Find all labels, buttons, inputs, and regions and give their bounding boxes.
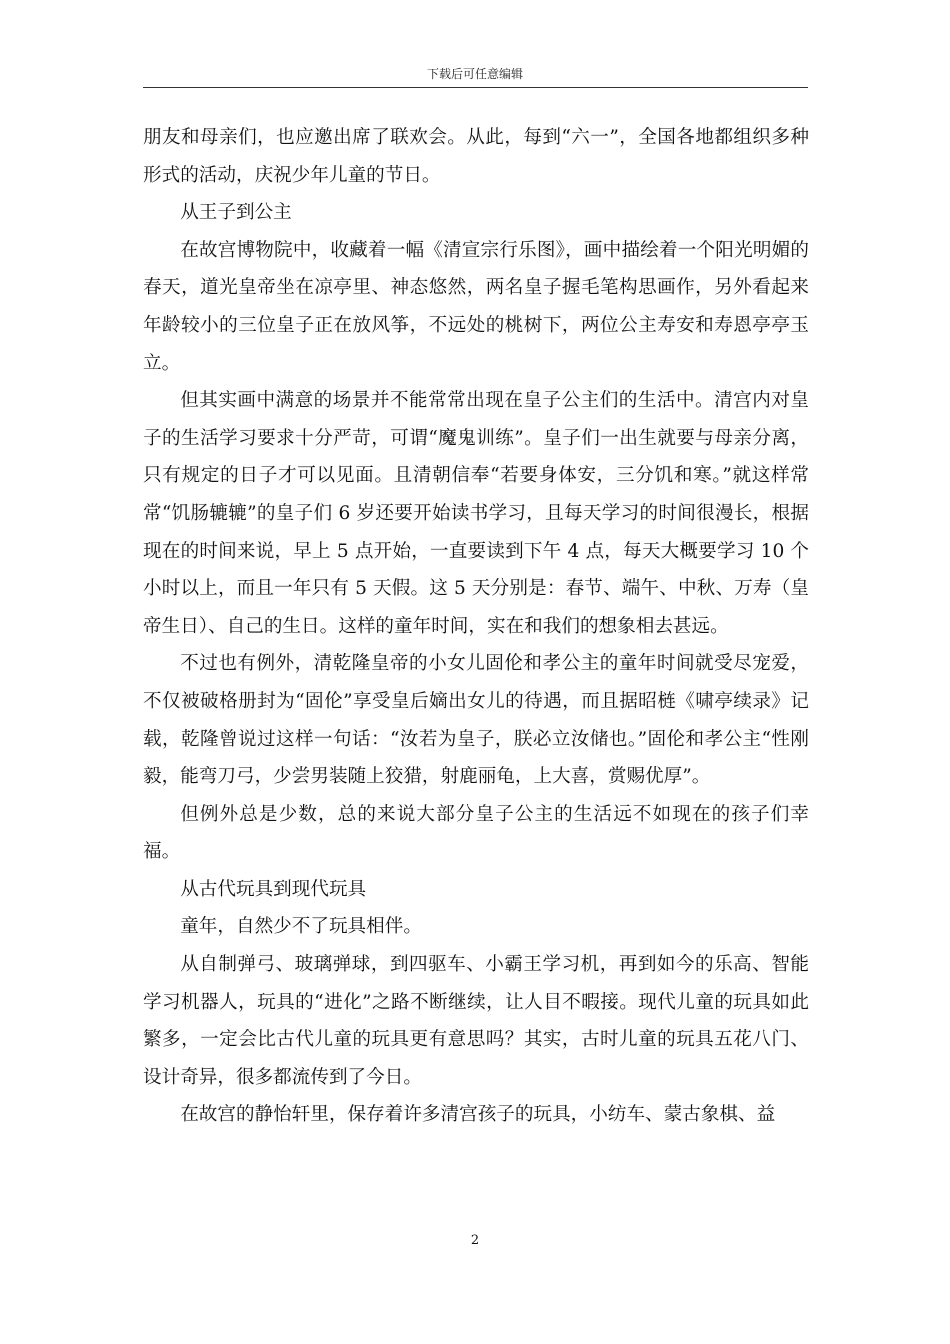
paragraph: 不过也有例外，清乾隆皇帝的小女儿固伦和孝公主的童年时间就受尽宠爱，不仅被破格册封为“固伦”享受皇后嫡出女儿的待遇，而且据昭梿《啸亭续录》记载，乾隆曾说过这样一句话：“汝若为皇子，朕必立汝储也。”固伦和孝公主“性刚毅，能弯刀弓，少尝男装随上狡猎，射鹿丽龟，上大喜，赏赐优厚”。 (143, 653, 809, 788)
paragraph: 在故宫的静怡轩里，保存着许多清宫孩子的玩具，小纺车、蒙古象棋、益 (180, 1104, 776, 1126)
page-header: 下载后可任意编辑 (426, 67, 523, 81)
section-heading-prince-to-princess: 从王子到公主 (180, 202, 292, 224)
page-number: 2 (470, 1233, 480, 1248)
paragraph: 但其实画中满意的场景并不能常常出现在皇子公主们的生活中。清宫内对皇子的生活学习要求十分严苛，可谓“魔鬼训练”。皇子们一出生就要与母亲分离，只有规定的日子才可以见面。且清朝信奉“若要身体安，三分饥和寒。”就这样常常“饥肠辘辘”的皇子们 6 岁还要开始读书学习，且每天学习的时间很漫长，根据现在的时间来说，早上 5 点开始，一直要读到下午 4 点，每天大概要学习 10 个小时以上，而且一年只有 5 天假。这 5 天分别是：春节、端午、中秋、万寿（皇帝生日）、自己的生日。这样的童年时间，实在和我们的想象相去甚远。 (143, 390, 809, 637)
paragraph: 但例外总是少数，总的来说大部分皇子公主的生活远不如现在的孩子们幸福。 (143, 803, 809, 863)
paragraph: 童年，自然少不了玩具相伴。 (180, 916, 422, 938)
section-heading-toys: 从古代玩具到现代玩具 (180, 878, 367, 900)
header-divider (143, 87, 808, 88)
body-text (143, 119, 809, 1134)
paragraph: 从自制弹弓、玻璃弹球，到四驱车、小霸王学习机，再到如今的乐高、智能学习机器人，玩具的“进化”之路不断继续，让人目不暇接。现代儿童的玩具如此繁多，一定会比古代儿童的玩具更有意思吗？其实，古时儿童的玩具五花八门、设计奇异，很多都流传到了今日。 (143, 954, 809, 1088)
paragraph-continuation: 朋友和母亲们，也应邀出席了联欢会。从此，每到“六一”，全国各地都组织多种形式的活动，庆祝少年儿童的节日。 (143, 127, 809, 186)
paragraph: 在故宫博物院中，收藏着一幅《清宣宗行乐图》，画中描绘着一个阳光明媚的春天，道光皇帝坐在凉亭里、神态悠然，两名皇子握毛笔构思画作，另外看起来年龄较小的三位皇子正在放风筝，不远处的桃树下，两位公主寿安和寿恩亭亭玉立。 (143, 239, 809, 374)
